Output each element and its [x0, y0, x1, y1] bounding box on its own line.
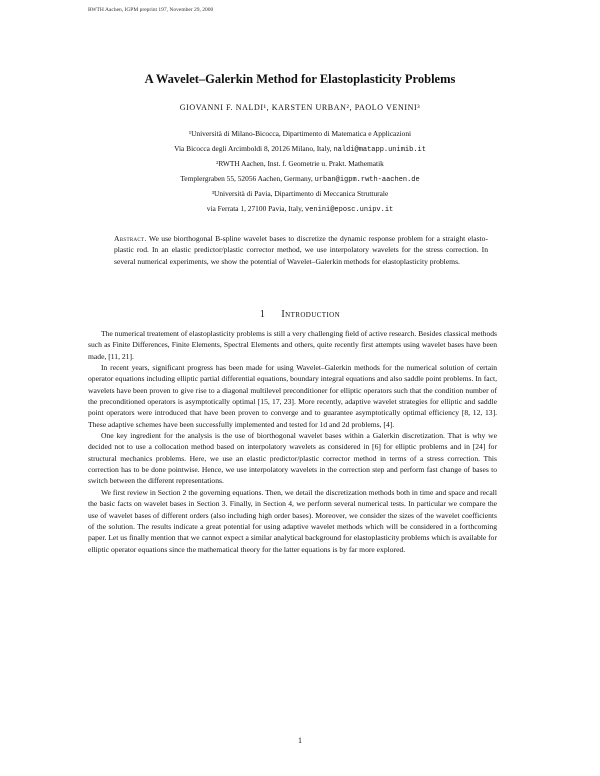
paragraph: One key ingredient for the analysis is the use of biorthogonal wavelet bases within a Galerkin discretization. That is why we decided not to use a collocation method based on interpolatory wavelets as considered in [6] for elliptic problems and in [24] for structural mechanics problems. Here, we use an elastic predictor/plastic corrector method in terms of a stress correction. This correction has to be done pointwise. Hence, we use interpolatory wavelets in the correction step and perform fast change of bases to switch between the different representations. — [88, 431, 497, 486]
affiliation-2-address: Templergraben 55, 52056 Aachen, Germany, — [180, 173, 313, 183]
affiliation-1-line-1: ¹Università di Milano-Bicocca, Dipartimento di Matematica e Applicazioni — [188, 129, 412, 138]
affiliation-1-line-2 — [0, 142, 600, 158]
abstract-label: Abstract. — [114, 234, 147, 243]
running-header: RWTH Aachen, IGPM preprint 197, November 29, 2000 — [88, 7, 214, 13]
section-heading — [0, 309, 600, 320]
paper-title: A Wavelet–Galerkin Method for Elastoplasticity Problems — [144, 72, 456, 86]
abstract-text: We use biorthogonal B-spline wavelet bases to discretize the dynamic response problem for a straight elasto-plastic rod. In an elastic predictor/plastic corrector method, we use interpolatory wavelets for the stress correction. In several numerical experiments, we show the potential of Wavelet–Galerkin methods for elastoplasticity problems. — [114, 234, 488, 266]
body-text — [88, 328, 497, 555]
paragraph: In recent years, significant progress has been made for using Wavelet–Galerkin methods for the numerical solution of certain operator equations including elliptic partial differential equations, boundary integral equations and also saddle point problems. In fact, wavelets have been proven to give rise to a diagonal multilevel preconditioner for elliptic operators such that the condition number of the preconditioned operators is asymptotically optimal [15, 17, 23]. More recently, adaptive wavelet strategies for elliptic and saddle point operators were introduced that have been proven to converge and to guarantee asymptotically optimal efficiency [8, 12, 13]. These adaptive schemes have been successfully implemented and tested for 1d and 2d problems, [4]. — [88, 363, 497, 429]
affiliation-3-email[interactable]: venini@eposc.unipv.it — [305, 205, 394, 214]
paragraph: The numerical treatement of elastoplasticity problems is still a very challenging field of active research. Besides classical methods such as Finite Differences, Finite Elements, Spectral Elements and others, quite recently first attempts using wavelet bases have been made, [11, 21]. — [88, 329, 498, 361]
section-number: 1 — [259, 309, 265, 320]
affiliation-2-line-1: ²RWTH Aachen, Inst. f. Geometrie u. Prakt. Mathematik — [216, 159, 384, 169]
affiliation-2-line-2 — [0, 172, 600, 188]
affiliation-2-email[interactable]: urban@igpm.rwth-aachen.de — [314, 175, 420, 184]
affiliation-3-address: via Ferrata 1, 27100 Pavia, Italy, — [206, 203, 304, 213]
abstract — [114, 233, 488, 267]
affiliation-1-address: Via Bicocca degli Arcimboldi 8, 20126 Milano, Italy, — [174, 143, 332, 153]
affiliations — [0, 127, 600, 218]
affiliation-1-email[interactable]: naldi@matapp.unimib.it — [333, 145, 426, 154]
affiliation-3-line-1: ³Università di Pavia, Dipartimento di Meccanica Strutturale — [211, 189, 389, 199]
affiliation-3-line-2 — [0, 202, 600, 218]
section-title: Introduction — [281, 309, 341, 320]
page-number: 1 — [298, 736, 302, 745]
author-list: GIOVANNI F. NALDI¹, KARSTEN URBAN², PAOLO VENINI³ — [179, 103, 421, 112]
paragraph: We first review in Section 2 the governing equations. Then, we detail the discretization methods both in time and space and recall the basic facts on wavelet bases in Section 3. Finally, in Section 4, we perform several numerical tests. In particular we compare the use of wavelet bases of different orders (also including high order bases). Moreover, we consider the sizes of the wavelet coefficients of the solution. The results indicate a great potential for using adaptive wavelet methods which will be considered in a forthcoming paper. Let us finally mention that we cannot expect a similar analytical background for elastoplasticity problems which is available for elliptic operator equations since the mathematical theory for the latter equations is by far more explored. — [88, 487, 497, 554]
